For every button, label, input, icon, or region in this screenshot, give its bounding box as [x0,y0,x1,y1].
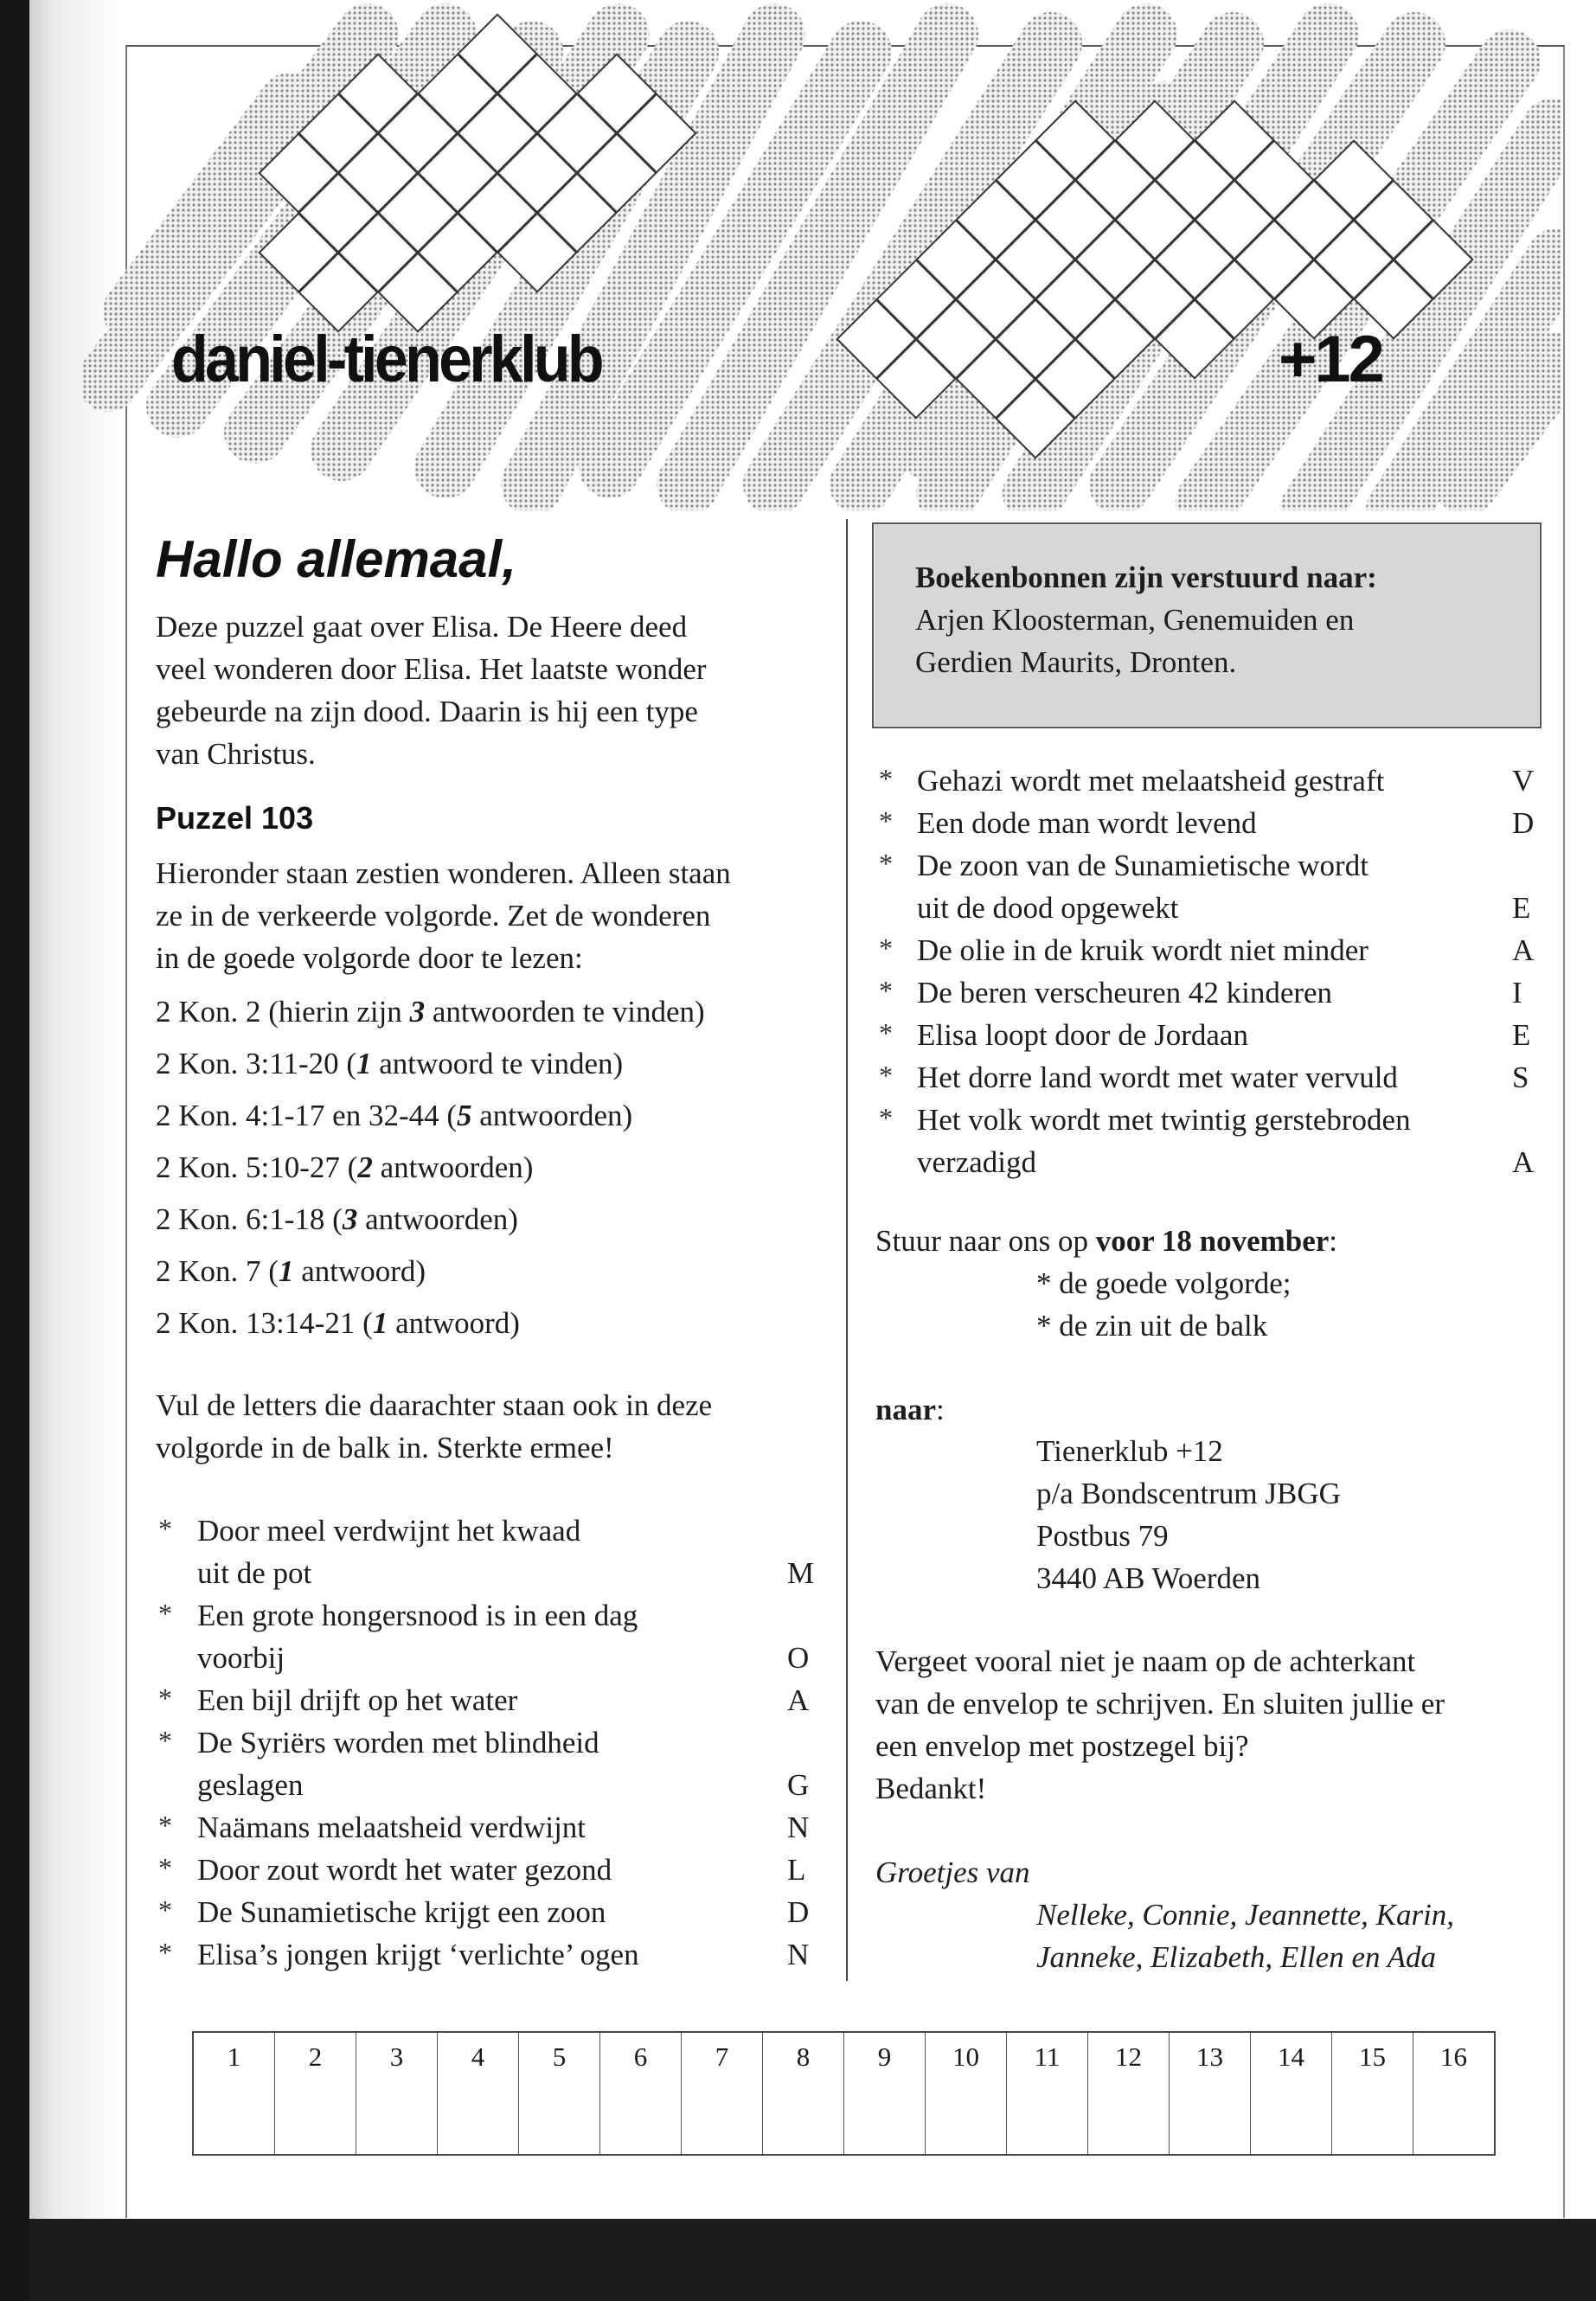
reference-text: 2 Kon. 7 ( [156,1254,279,1288]
intro-line: gebeurde na zijn dood. Daarin is hij een type [156,695,698,728]
miracle-item: Een dode man wordt levend [917,806,1257,840]
answer-cell[interactable] [682,2033,763,2154]
reference-count: 1 [278,1254,294,1288]
intro-line: van Christus. [156,737,316,771]
to-label: naar [875,1393,936,1426]
answer-cell-number: 3 [389,2041,404,2072]
answer-cell-number: 7 [715,2041,729,2072]
miracle-item: Een bijl drijft op het water [197,1683,518,1717]
answer-cell-number: 16 [1440,2041,1467,2072]
answer-letter: S [1512,1061,1529,1094]
bullet-star: * [879,975,893,1006]
reference-text: 2 Kon. 4:1-17 en 32-44 ( [156,1099,458,1132]
answer-cell[interactable] [438,2033,519,2154]
closing-names: Nelleke, Connie, Jeannette, Karin, [1036,1898,1455,1932]
bullet-star: * [879,1017,893,1048]
answer-cell[interactable] [600,2033,682,2154]
miracle-item: De beren verscheuren 42 kinderen [917,976,1333,1009]
address-line: p/a Bondscentrum JBGG [1036,1477,1341,1510]
address-to: naar: [875,1393,945,1426]
address-line: Postbus 79 [1036,1519,1169,1553]
answer-letter: M [787,1556,815,1590]
answer-cell-number: 5 [552,2041,567,2072]
closing-names: Janneke, Elizabeth, Ellen en Ada [1036,1940,1436,1974]
bullet-star: * [879,848,893,879]
reference-suffix: antwoorden) [471,1099,633,1132]
reference-text: 2 Kon. 2 (hierin zijn [156,995,410,1029]
miracle-item: Gehazi wordt met melaatsheid gestraft [917,764,1385,798]
answer-cell[interactable] [1007,2033,1088,2154]
answer-letter: A [1512,933,1535,967]
answer-cell-number: 10 [952,2041,979,2072]
reference-text: 2 Kon. 3:11-20 ( [156,1047,357,1080]
answer-letter: D [1512,806,1535,840]
winners-line: Gerdien Maurits, Dronten. [915,645,1237,679]
reference-item [156,1198,518,1240]
answer-cell[interactable] [1170,2033,1251,2154]
bullet-star: * [158,1513,172,1544]
fill-line: Vul de letters die daarachter staan ook in deze [156,1388,713,1422]
puzzle-line: ze in de verkeerde volgorde. Zet de wonderen [156,899,711,933]
miracle-item: Door zout wordt het water gezond [197,1853,612,1887]
reference-count: 1 [372,1306,388,1340]
miracle-item: Het volk wordt met twintig gerstebroden [917,1103,1411,1137]
answer-grid [192,2031,1496,2156]
intro-line: veel wonderen door Elisa. Het laatste wonder [156,652,707,686]
answer-letter: N [787,1938,810,1971]
answer-cell-number: 11 [1034,2041,1061,2072]
bullet-star: * [879,1060,893,1091]
answer-letter: D [787,1895,810,1929]
answer-cell-number: 2 [308,2041,323,2072]
reference-count: 3 [342,1202,358,1236]
answer-cell[interactable] [194,2033,275,2154]
miracle-item: Elisa loopt door de Jordaan [917,1018,1248,1052]
miracle-item: uit de pot [197,1556,312,1590]
miracle-item: Het dorre land wordt met water vervuld [917,1061,1398,1094]
reference-item [156,1302,520,1344]
miracle-item: Door meel verdwijnt het kwaad [197,1514,581,1548]
reminder-line: van de envelop te schrijven. En sluiten jullie er [875,1687,1445,1721]
scan-edge-left [0,0,29,2301]
bullet-star: * [158,1682,172,1714]
miracle-item: uit de dood opgewekt [917,891,1179,925]
reference-suffix: antwoord) [388,1306,520,1340]
reference-item [156,1042,623,1085]
scan-edge-bottom [29,2219,1596,2301]
winners-title: Boekenbonnen zijn verstuurd naar: [915,561,1377,594]
reference-text: 2 Kon. 5:10-27 ( [156,1150,358,1184]
answer-cell-number: 4 [471,2041,485,2072]
reference-suffix: antwoorden te vinden) [425,995,705,1029]
answer-cell-number: 12 [1115,2041,1142,2072]
miracle-item: De Syriërs worden met blindheid [197,1726,599,1759]
bullet-star: * [879,763,893,794]
reference-suffix: antwoorden) [372,1150,534,1184]
puzzle-title: Puzzel 103 [156,800,314,836]
address-line: Tienerklub +12 [1036,1434,1223,1468]
answer-letter: A [787,1683,810,1717]
miracle-item: De Sunamietische krijgt een zoon [197,1895,606,1929]
send-post: : [1329,1224,1338,1258]
reference-item [156,1094,632,1137]
address-line: 3440 AB Woerden [1036,1561,1261,1595]
answer-cell-number: 15 [1359,2041,1386,2072]
greeting-heading: Hallo allemaal, [156,530,516,588]
answer-cell[interactable] [1413,2033,1494,2154]
bullet-star: * [158,1725,172,1756]
answer-letter: L [787,1853,806,1887]
answer-letter: G [787,1768,810,1802]
bullet-star: * [879,933,893,964]
closing-greeting: Groetjes van [875,1856,1030,1889]
reference-text: 2 Kon. 13:14-21 ( [156,1306,373,1340]
reference-count: 2 [357,1150,373,1184]
miracle-item: Naämans melaatsheid verdwijnt [197,1811,586,1844]
bullet-star: * [879,1102,893,1133]
age-label: +12 [1279,323,1382,396]
bullet-star: * [158,1810,172,1841]
miracle-item: De olie in de kruik wordt niet minder [917,933,1368,967]
header-artwork [82,0,1561,510]
miracle-item: Elisa’s jongen krijgt ‘verlichte’ ogen [197,1938,639,1971]
send-instruction [875,1220,1337,1262]
reference-count: 3 [409,995,426,1029]
intro-line: Deze puzzel gaat over Elisa. De Heere deed [156,610,688,644]
send-pre: Stuur naar ons op [875,1224,1096,1258]
winners-line: Arjen Kloosterman, Genemuiden en [915,603,1355,637]
answer-letter: V [1512,764,1535,798]
answer-cell-number: 13 [1196,2041,1223,2072]
reference-count: 1 [356,1047,372,1080]
reference-item [156,990,705,1033]
bullet-star: * [158,1852,172,1883]
reference-count: 5 [457,1099,472,1132]
answer-letter: A [1512,1145,1535,1179]
answer-cell[interactable] [844,2033,926,2154]
answer-cell[interactable] [519,2033,600,2154]
miracle-item: De zoon van de Sunamietische wordt [917,849,1368,882]
answer-letter: N [787,1811,810,1844]
answer-cell-number: 6 [633,2041,648,2072]
answer-cell[interactable] [1332,2033,1413,2154]
reference-text: 2 Kon. 6:1-18 ( [156,1202,343,1236]
miracle-item: Een grote hongersnood is in een dag [197,1599,638,1632]
answer-cell-number: 9 [877,2041,892,2072]
column-divider [846,519,848,1981]
bullet-star: * [879,805,893,836]
reference-item [156,1250,426,1292]
answer-cell-number: 8 [796,2041,811,2072]
reference-item [156,1146,533,1189]
answer-cell[interactable] [926,2033,1007,2154]
answer-cell[interactable] [763,2033,844,2154]
puzzle-line: in de goede volgorde door te lezen: [156,941,583,975]
reminder-line: Vergeet vooral niet je naam op de achterkant [875,1644,1416,1678]
answer-letter: E [1512,891,1531,925]
bullet-star: * [158,1598,172,1629]
reminder-line: Bedankt! [875,1772,987,1805]
answer-cell-number: 1 [227,2041,241,2072]
answer-cell[interactable] [275,2033,356,2154]
brand-title: daniel-tienerklub [171,323,601,396]
miracle-item: voorbij [197,1641,285,1675]
reminder-line: een envelop met postzegel bij? [875,1729,1249,1763]
reference-suffix: antwoorden) [357,1202,518,1236]
bullet-star: * [158,1894,172,1926]
send-deadline: voor 18 november [1095,1224,1330,1258]
answer-cell[interactable] [1251,2033,1332,2154]
answer-cell-number: 14 [1278,2041,1304,2072]
answer-letter: O [787,1641,810,1675]
bullet-star: * [158,1937,172,1968]
miracle-item: geslagen [197,1768,304,1802]
answer-letter: E [1512,1018,1531,1052]
send-item: * de zin uit de balk [1036,1309,1268,1343]
puzzle-line: Hieronder staan zestien wonderen. Alleen staan [156,856,731,890]
reference-suffix: antwoord te vinden) [371,1047,624,1080]
answer-cell[interactable] [1088,2033,1170,2154]
miracle-item: verzadigd [917,1145,1036,1179]
send-item: * de goede volgorde; [1036,1266,1292,1300]
answer-letter: I [1512,976,1522,1009]
reference-suffix: antwoord) [293,1254,426,1288]
fill-line: volgorde in de balk in. Sterkte ermee! [156,1431,614,1465]
answer-cell[interactable] [356,2033,438,2154]
